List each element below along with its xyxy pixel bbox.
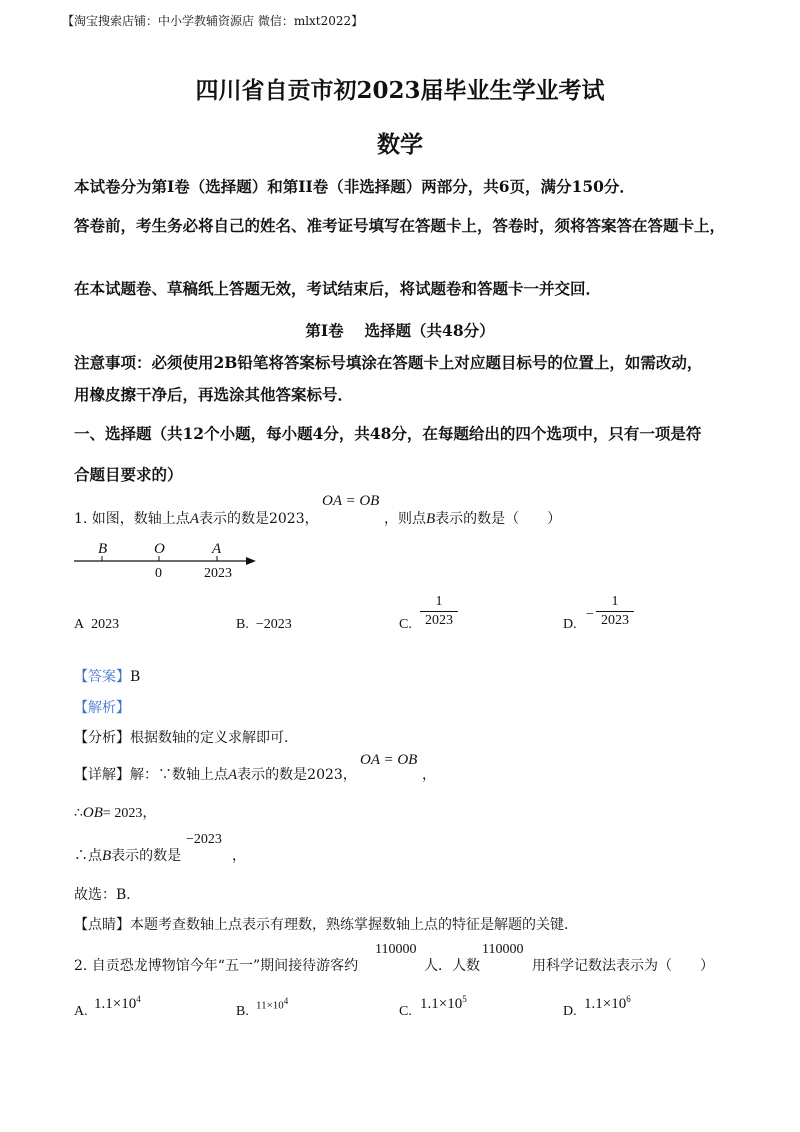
part1-line-2: 合题目要求的） — [74, 465, 183, 484]
q1-xiangjie: 【详解】解：∵数轴上点A表示的数是2023， — [74, 767, 357, 783]
q2-stem: 2. 自贡恐龙博物馆今年“五一”期间接待游客约 — [74, 958, 359, 974]
axis-arrow — [246, 557, 256, 565]
exam-title: 四川省自贡市初2023届毕业生学业考试 — [195, 77, 605, 104]
q2-value-1: 110000 — [375, 942, 417, 957]
q2-option-c-value: $1.1\times 10^5$ — [420, 994, 467, 1012]
tick-label-0: 0 — [155, 566, 162, 581]
point-b-label: B — [98, 541, 108, 557]
q2-option-a-value: $1.1\times 10^4$ — [94, 994, 141, 1012]
point-a-label: A — [212, 541, 222, 557]
q1-option-a: A 2023 — [74, 617, 120, 632]
q1-option-d-sign: − — [586, 607, 594, 622]
q2-option-b-label: B. — [236, 1004, 249, 1019]
q1-option-c-fraction: 1 2023 — [420, 594, 458, 629]
notice-line-2: 用橡皮擦干净后，再选涂其他答案标号． — [74, 385, 354, 404]
q2-value-2: 110000 — [482, 942, 524, 957]
q1-option-d-label: D. — [563, 617, 577, 632]
section-title: 第I卷 选择题（共48分） — [305, 321, 495, 340]
q2-option-d-label: D. — [563, 1004, 577, 1019]
q2-stem-mid: 人．人数 — [424, 958, 480, 974]
q1-option-b: B. −2023 — [236, 617, 292, 632]
q1-fenxi: 【分析】根据数轴的定义求解即可． — [74, 730, 298, 746]
intro-line-3: 在本试题卷、草稿纸上答题无效，考试结束后，将试题卷和答题卡一并交回． — [74, 279, 602, 298]
subject-title: 数学 — [377, 131, 423, 158]
q2-option-b-value: $11\times 10^4$ — [256, 996, 289, 1012]
q1-answer: 【答案】B — [74, 669, 141, 685]
q1-option-c-label: C. — [399, 617, 412, 632]
tick-label-2023: 2023 — [204, 566, 232, 581]
q1-step-2-tail: ， — [232, 848, 246, 864]
q1-eq: OA = OB — [322, 493, 380, 509]
q1-analysis-tag: 【解析】 — [74, 700, 130, 716]
q1-option-d-fraction: 1 2023 — [596, 594, 634, 629]
q1-step-2: ∴点B表示的数是 — [74, 848, 182, 864]
point-o-label: O — [154, 541, 165, 557]
q2-stem-tail: 用科学记数法表示为（ ） — [532, 958, 714, 974]
q2-option-c-label: C. — [399, 1004, 412, 1019]
page-header: 【淘宝搜索店铺：中小学教辅资源店 微信：mlxt2022】 — [62, 14, 364, 28]
q1-step-2-value: −2023 — [186, 832, 222, 847]
q1-choose: 故选：B． — [74, 887, 141, 903]
q1-dianjing: 【点睛】本题考查数轴上点表示有理数，熟练掌握数轴上点的特征是解题的关键． — [74, 917, 578, 933]
q2-option-d-value: $1.1\times 10^6$ — [584, 994, 631, 1012]
notice-line-1: 注意事项：必须使用2B铅笔将答案标号填涂在答题卡上对应题目标号的位置上，如需改动， — [74, 353, 703, 372]
q1-stem-tail: ，则点B表示的数是（ ） — [384, 511, 562, 527]
intro-line-1: 本试卷分为第I卷（选择题）和第II卷（非选择题）两部分，共6页，满分150分． — [74, 177, 635, 196]
q1-step-1: ∴OB= 2023， — [74, 805, 157, 821]
part1-line-1: 一、选择题（共12个小题，每小题4分，共48分，在每题给出的四个选项中，只有一项是符 — [74, 424, 702, 443]
q1-xiangjie-tail: ， — [422, 767, 436, 783]
intro-line-2: 答卷前，考生务必将自己的姓名、准考证号填写在答题卡上，答卷时，须将答案答在答题卡上， — [74, 216, 726, 235]
q1-xiangjie-eq: OA = OB — [360, 752, 418, 768]
q1-stem: 1. 如图，数轴上点A表示的数是2023， — [74, 511, 319, 527]
q2-option-a-label: A. — [74, 1004, 88, 1019]
